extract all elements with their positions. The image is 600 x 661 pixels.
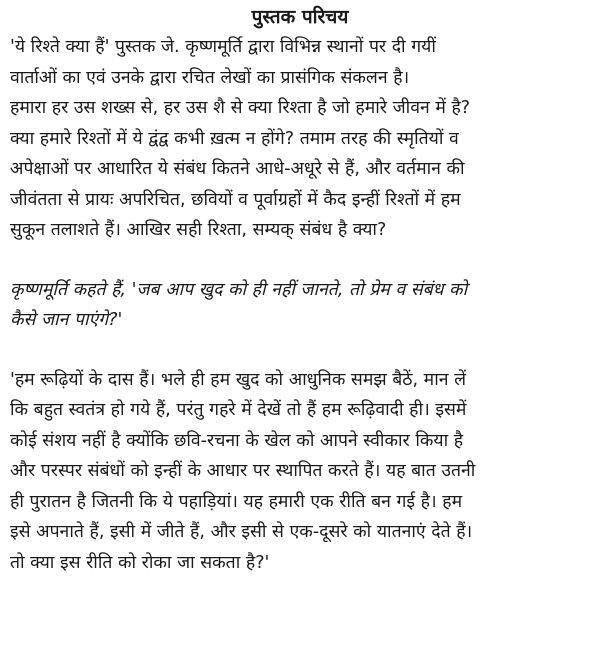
text-line: 'ये रिश्ते क्या हैं' पुस्तक जे. कृष्णमूर्ति द्वारा विभिन्न स्थानों पर दी गयीं xyxy=(10,37,436,57)
text-line: तो क्या इस रीति को रोका जा सकता है?' xyxy=(10,552,270,573)
quote-paragraph xyxy=(10,275,590,336)
intro-paragraph xyxy=(10,32,590,246)
text-line: कि बहुत स्वतंत्र हो गये हैं, परंतु गहरे में देखें तो हैं हम रूढ़िवादी ही। इसमें xyxy=(10,400,467,420)
text-line: हमारा हर उस शख्स से, हर उस शै से क्या रिश्ता है जो हमारे जीवन में है? xyxy=(10,98,471,118)
text-line: और परस्पर संबंधों को इन्हीं के आधार पर स्थापित करते हैं। यह बात उतनी xyxy=(10,461,476,481)
text-line: कोई संशय नहीं है क्योंकि छवि-रचना के खेल को आपने स्वीकार किया है xyxy=(10,430,464,451)
excerpt-paragraph xyxy=(10,365,590,579)
page-title: पुस्तक परिचय xyxy=(251,6,349,28)
text-line: ही पुरातन है जितनी कि ये पहाड़ियां। यह हमारी एक रीति बन गई है। हम xyxy=(10,491,463,512)
text-line: इसे अपनाते हैं, इसी में जीते हैं, और इसी से एक-दूसरे को यातनाएं देते हैं। xyxy=(10,522,473,542)
text-line: क्या हमारे रिश्तों में ये द्वंद्व कभी ख़त्म न होंगे? तमाम तरह की स्मृतियों व xyxy=(10,128,459,149)
text-line: कृष्णमूर्ति कहते हैं, 'जब आप खुद को ही नहीं जानते, तो प्रेम व संबंध को xyxy=(10,279,468,300)
text-line: 'हम रूढ़ियों के दास हैं। भले ही हम खुद को आधुनिक समझ बैठें, मान लें xyxy=(10,369,467,390)
paragraph-spacer xyxy=(10,336,590,365)
text-line: जीवंतता से प्रायः अपरिचित, छवियों व पूर्वाग्रहों में कैद इन्हीं रिश्तों में हम xyxy=(10,189,461,210)
text-line: वार्ताओं का एवं उनके द्वारा रचित लेखों का प्रासंगिक संकलन है। xyxy=(10,67,410,88)
paragraph-spacer xyxy=(10,246,590,275)
text-line: कैसे जान पाएंगे?' xyxy=(10,310,123,330)
text-line: सुकून तलाशते हैं। आखिर सही रिश्ता, सम्यक् संबंध है क्या? xyxy=(10,220,387,240)
text-line: अपेक्षाओं पर आधारित ये संबंध कितने आधे-अधूरे से हैं, और वर्तमान की xyxy=(10,159,465,179)
